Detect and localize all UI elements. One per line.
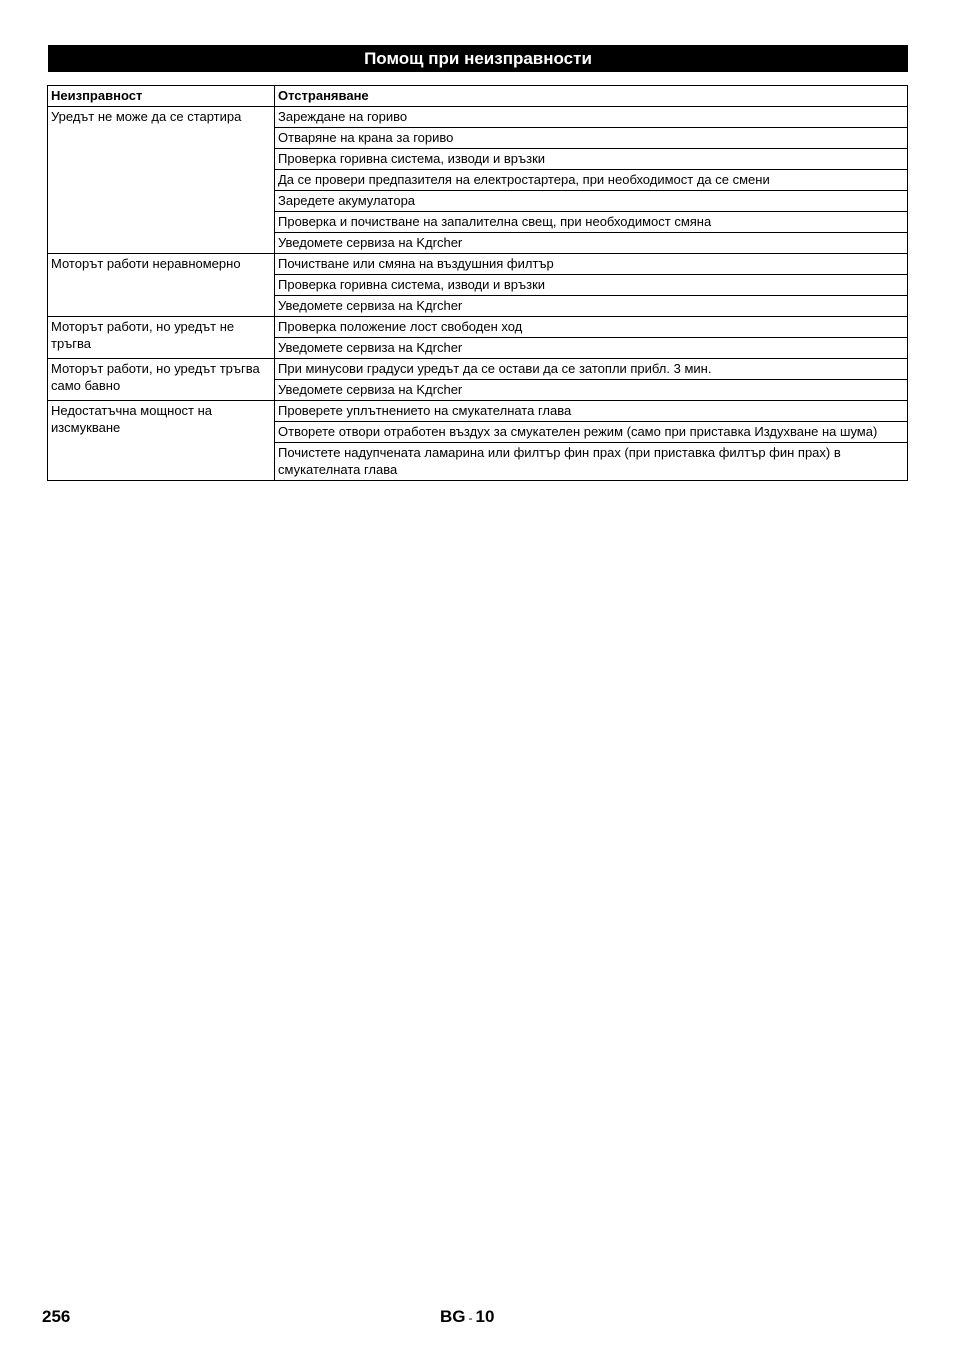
table-header-row <box>48 86 908 107</box>
table-row <box>48 317 908 338</box>
page-title-text: Помощ при неизправности <box>364 48 592 68</box>
remedy-cell: Почистване или смяна на въздушния филтър <box>275 254 908 275</box>
page-title <box>48 45 908 72</box>
remedy-cell: Да се провери предпазителя на електростартера, при необходимост да се смени <box>275 170 908 191</box>
table-row <box>48 107 908 128</box>
remedy-cell: Уведомете сервиза на Kдrcher <box>275 296 908 317</box>
remedy-cell: Проверка положение лост свободен ход <box>275 317 908 338</box>
table-row <box>48 401 908 422</box>
remedy-cell: Заредете акумулатора <box>275 191 908 212</box>
fault-cell: Моторът работи, но уредът тръгва само бавно <box>48 359 275 401</box>
remedy-cell: Проверка горивна система, изводи и връзки <box>275 275 908 296</box>
column-header-fault: Неизправност <box>48 86 275 107</box>
remedy-cell: Почистете надупчената ламарина или филтър фин прах (при приставка филтър фин прах) в смукателната глава <box>275 443 908 481</box>
remedy-cell: Уведомете сервиза на Kдrcher <box>275 338 908 359</box>
remedy-cell: Отваряне на крана за гориво <box>275 128 908 149</box>
remedy-cell: Отворете отвори отработен въздух за смукателен режим (само при приставка Издухване на шума) <box>275 422 908 443</box>
fault-cell: Моторът работи, но уредът не тръгва <box>48 317 275 359</box>
remedy-cell: Уведомете сервиза на Kдrcher <box>275 233 908 254</box>
column-header-remedy: Отстраняване <box>275 86 908 107</box>
remedy-cell: Уведомете сервиза на Kдrcher <box>275 380 908 401</box>
remedy-cell: Зареждане на гориво <box>275 107 908 128</box>
section-page-label <box>440 1307 494 1327</box>
remedy-cell: Проверка горивна система, изводи и връзки <box>275 149 908 170</box>
table-row <box>48 254 908 275</box>
fault-cell: Уредът не може да се стартира <box>48 107 275 254</box>
language-code: BG <box>440 1307 466 1326</box>
remedy-cell: При минусови градуси уредът да се остави да се затопли прибл. 3 мин. <box>275 359 908 380</box>
troubleshooting-table <box>47 85 908 481</box>
table-row <box>48 359 908 380</box>
fault-cell: Недостатъчна мощност на изсмукване <box>48 401 275 481</box>
remedy-cell: Проверете уплътнението на смукателната глава <box>275 401 908 422</box>
fault-cell: Моторът работи неравномерно <box>48 254 275 317</box>
section-page-number: 10 <box>475 1307 495 1326</box>
remedy-cell: Проверка и почистване на запалителна свещ, при необходимост смяна <box>275 212 908 233</box>
table-body <box>48 107 908 481</box>
footer-separator: - <box>468 1311 473 1325</box>
page-number: 256 <box>42 1307 71 1326</box>
